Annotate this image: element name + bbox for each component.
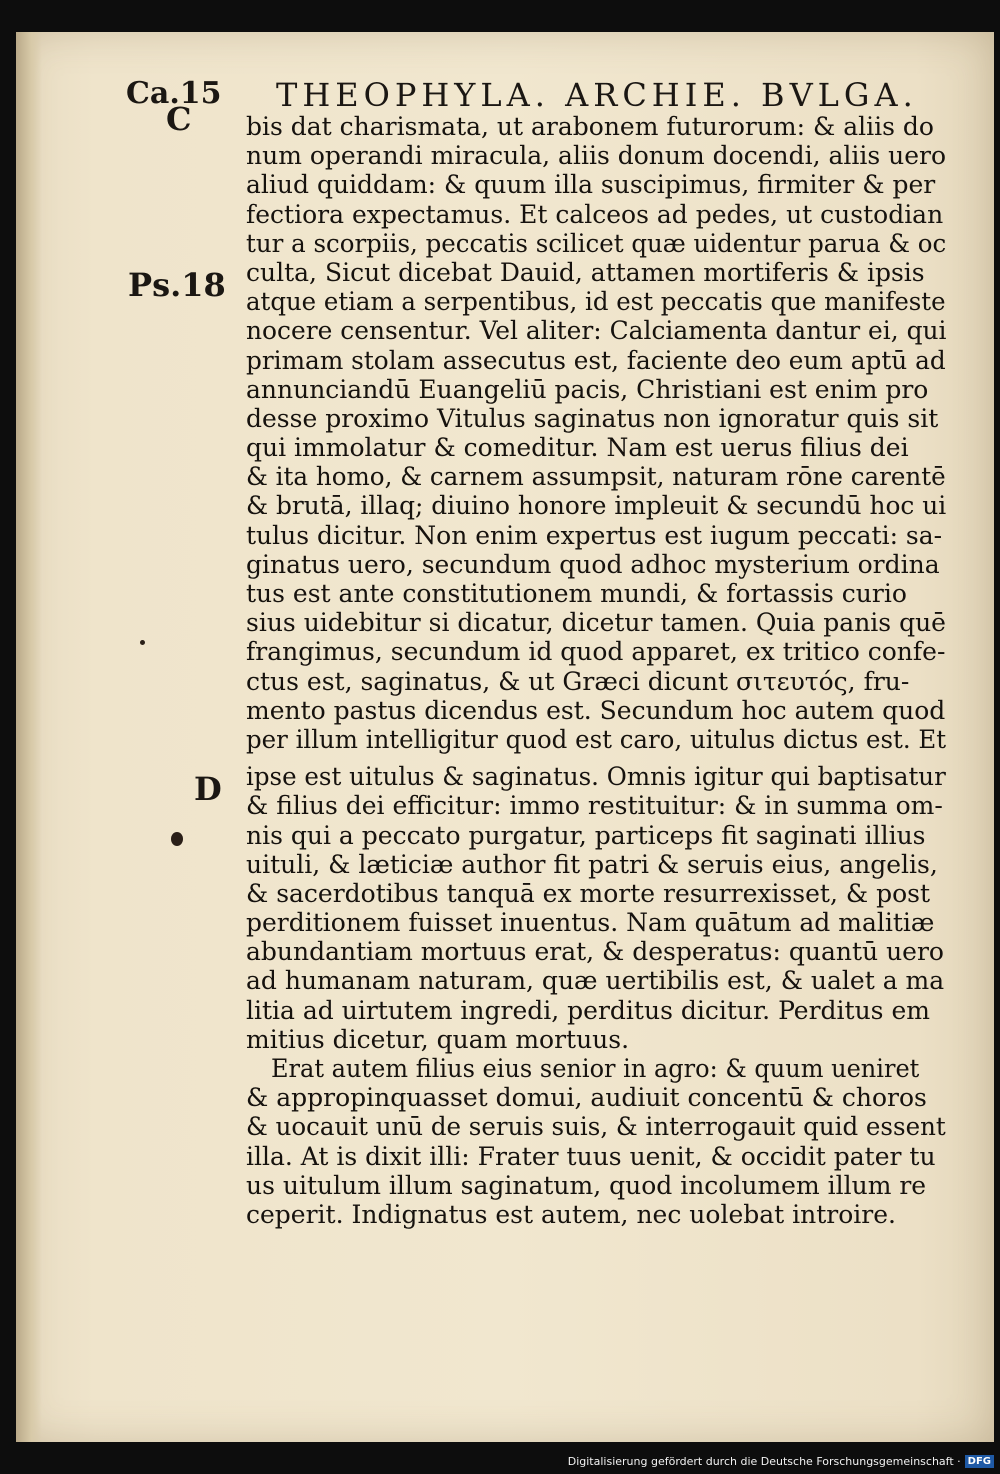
text-line: sius uidebitur si dicatur, dicetur tamen. Quia panis quē [246,608,946,638]
text-line: us uitulum illum saginatum, quod incolumem illum re [246,1170,927,1200]
text-line: annunciandū Euangeliū pacis, Christiani est enim pro [246,374,929,404]
text-line: litia ad uirtutem ingredi, perditus dicitur. Perditus em [246,995,930,1025]
text-line: & uocauit unū de seruis suis, & interrogauit quid essent [246,1112,946,1142]
ink-speck [140,640,145,645]
text-line: & appropinquasset domui, audiuit concentū & choros [246,1083,927,1113]
body-text [246,112,946,1229]
text-line: tulus dicitur. Non enim expertus est iugum peccati: sa- [246,520,943,550]
text-line: per illum intelligitur quod est caro, uitulus dictus est. Et [246,724,947,754]
dfg-logo: DFG [965,1455,994,1468]
page-spine-shadow [16,32,42,1442]
text-line: ipse est uitulus & saginatus. Omnis igitur qui baptisatur [246,762,946,792]
ink-blot [171,832,183,846]
text-line: & ita homo, & carnem assumpsit, naturam rōne carentē [246,462,946,492]
text-line: nocere censentur. Vel aliter: Calciamenta dantur ei, qui [246,316,947,346]
text-line: bis dat charismata, ut arabonem futurorum: & aliis do [246,112,934,141]
text-line: num operandi miracula, aliis donum docendi, aliis uero [246,141,947,171]
digitization-footer [568,1455,994,1468]
text-line: abundantiam mortuus erat, & desperatus: quantū uero [246,937,944,967]
text-line: frangimus, secundum id quod apparet, ex tritico confe- [246,637,946,667]
text-line: ad humanam naturam, quæ uertibilis est, & ualet a ma [246,966,945,996]
margin-letter-c: C [166,100,192,138]
text-line: tus est ante constitutionem mundi, & fortassis curio [246,579,907,608]
text-line: tur a scorpiis, peccatis scilicet quæ uidentur parua & oc [246,228,947,258]
book-page [16,32,994,1442]
text-line: mento pastus dicendus est. Secundum hoc autem quod [246,695,946,725]
text-line: desse proximo Vitulus saginatus non ignoratur quis sit [246,403,939,433]
text-line: uituli, & læticiæ author fit patri & seruis eius, angelis, [246,849,938,879]
text-line: atque etiam a serpentibus, id est peccatis que manifeste [246,287,946,317]
text-line: ctus est, saginatus, & ut Græci dicunt σιτευτός, fru- [246,666,910,696]
footer-credit: Digitalisierung gefördert durch die Deutsche Forschungsgemeinschaft · [567,1455,961,1468]
text-line: perditionem fuisset inuentus. Nam quātum ad malitiæ [246,908,935,938]
text-line: qui immolatur & comeditur. Nam est uerus filius dei [246,433,909,463]
text-line: illa. At is dixit illi: Frater tuus uenit, & occidit pater tu [246,1141,936,1171]
text-line: fectiora expectamus. Et calceos ad pedes, ut custodian [246,199,944,229]
running-title: THEOPHYLA. ARCHIE. BVLGA. [276,76,918,114]
text-line: & filius dei efficitur: immo restituitur: & in summa om- [246,791,943,821]
text-line: & sacerdotibus tanquā ex morte resurrexisset, & post [246,878,930,908]
text-line: & brutā, illaq; diuino honore impleuit & secundū hoc ui [246,491,947,521]
text-line: nis qui a peccato purgatur, particeps fit saginati illius [246,820,926,850]
margin-letter-d: D [194,770,222,808]
text-line: ceperit. Indignatus est autem, nec uolebat introire. [246,1199,896,1229]
text-line: primam stolam assecutus est, faciente deo eum aptū ad [246,345,946,375]
text-line: culta, Sicut dicebat Dauid, attamen mortiferis & ipsis [246,257,925,287]
margin-psalm-reference: Ps.18 [128,266,226,304]
text-line: Erat autem filius eius senior in agro: & quum ueniret [270,1054,920,1083]
text-line: mitius dicetur, quam mortuus. [246,1024,630,1054]
text-line: aliud quiddam: & quum illa suscipimus, firmiter & per [246,170,936,200]
text-line: ginatus uero, secundum quod adhoc mysterium ordina [246,549,940,579]
chapter-marker: Ca.15 [126,76,222,111]
